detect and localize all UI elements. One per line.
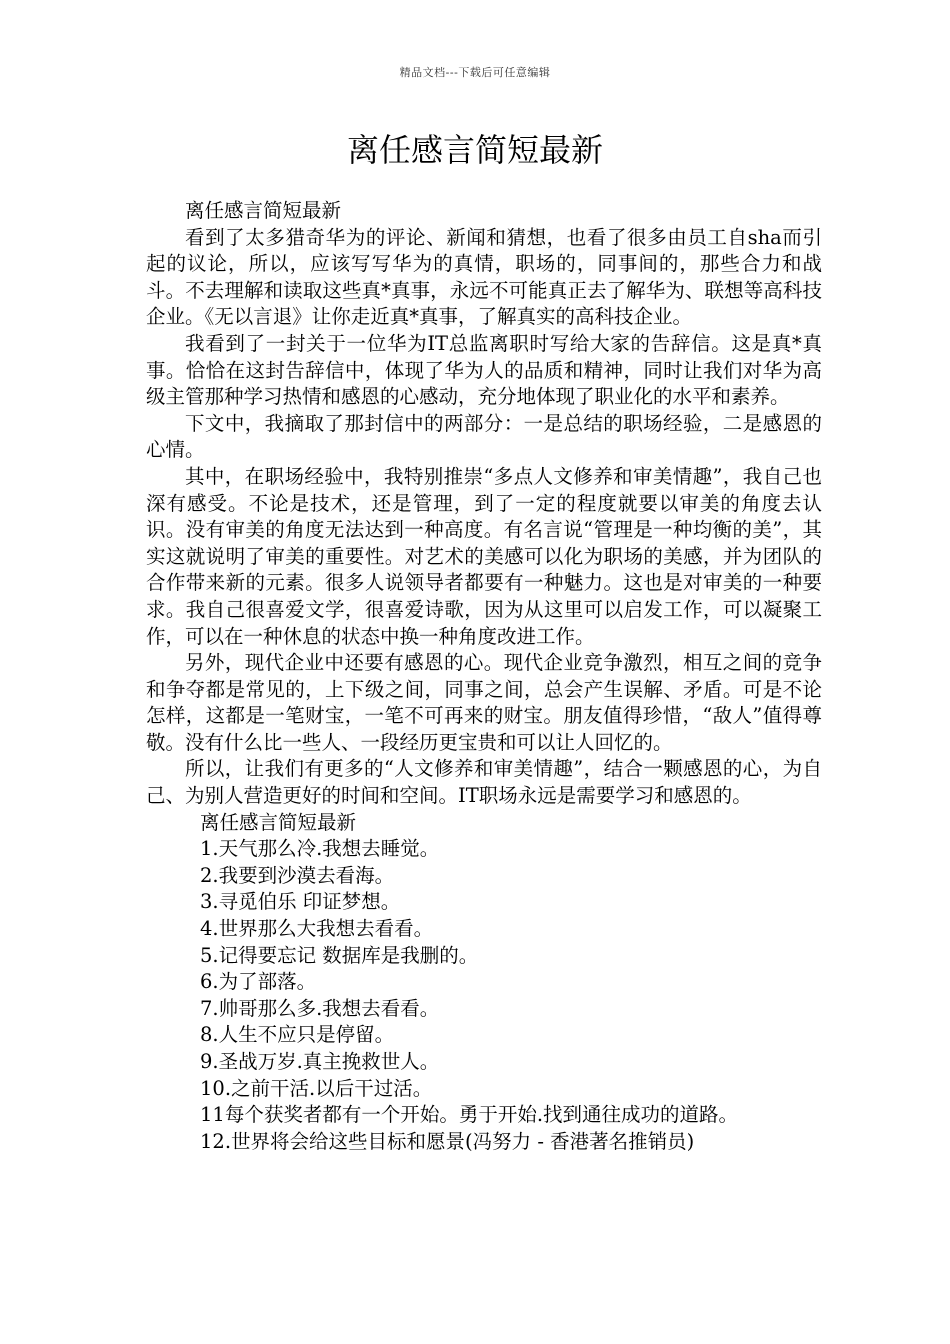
document-title: 离任感言简短最新 bbox=[346, 131, 603, 169]
list-heading: 离任感言简短最新 bbox=[200, 810, 357, 834]
body-paragraph: 其中，在职场经验中，我特别推崇“多点人文修养和审美情趣”，我自己也深有感受。不论是技术，还是管理，到了一定的程度就要以审美的角度去认识。没有审美的角度无法达到一种高度。有名言说“管理是一种均衡的美”，其实这就说明了审美的重要性。对艺术的美感可以化为职场的美感，并为团队的合作带来新的元素。很多人说领导者都要有一种魅力。这也是对审美的一种要求。我自己很喜爱文学，很喜爱诗歌，因为从这里可以启发工作，可以凝聚工作，可以在一种休息的状态中换一种角度改进工作。 bbox=[146, 464, 822, 648]
list-item: 7.帅哥那么多.我想去看看。 bbox=[200, 996, 440, 1020]
list-item: 12.世界将会给这些目标和愿景(冯努力 - 香港著名推销员) bbox=[200, 1129, 695, 1153]
slogan-list bbox=[146, 836, 822, 1155]
list-item: 11每个获奖者都有一个开始。勇于开始.找到通往成功的道路。 bbox=[200, 1103, 739, 1127]
body-paragraph: 所以，让我们有更多的“人文修养和审美情趣”，结合一颗感恩的心，为自己、为别人营造更好的时间和空间。IT职场永远是需要学习和感恩的。 bbox=[146, 757, 822, 808]
list-item: 3.寻觅伯乐 印证梦想。 bbox=[200, 890, 401, 914]
list-item: 2.我要到沙漠去看海。 bbox=[200, 863, 395, 887]
body-paragraph: 另外，现代企业中还要有感恩的心。现代企业竞争激烈，相互之间的竞争和争夺都是常见的，上下级之间，同事之间，总会产生误解、矛盾。可是不论怎样，这都是一笔财宝，一笔不可再来的财宝。朋友值得珍惜，“敌人”值得尊敬。没有什么比一些人、一段经历更宝贵和可以让人回忆的。 bbox=[146, 651, 822, 754]
list-item: 6.为了部落。 bbox=[200, 970, 317, 994]
list-item: 10.之前干活.以后干过活。 bbox=[200, 1076, 433, 1100]
list-item: 8.人生不应只是停留。 bbox=[200, 1023, 395, 1047]
page-header-note: 精品文档---下载后可任意编辑 bbox=[399, 66, 551, 79]
list-item: 1.天气那么冷.我想去睡觉。 bbox=[200, 837, 440, 861]
list-item: 5.记得要忘记 数据库是我删的。 bbox=[200, 943, 479, 967]
body-paragraph: 离任感言简短最新 bbox=[185, 199, 342, 222]
document-body bbox=[146, 198, 822, 1155]
list-item: 4.世界那么大我想去看看。 bbox=[200, 917, 434, 941]
body-paragraph: 我看到了一封关于一位华为IT总监离职时写给大家的告辞信。这是真*真事。恰恰在这封告辞信中，体现了华为人的品质和精神，同时让我们对华为高级主管那种学习热情和感恩的心感动，充分地体现了职业化的水平和素养。 bbox=[146, 331, 822, 409]
list-item: 9.圣战万岁.真主挽救世人。 bbox=[200, 1050, 440, 1073]
body-paragraph: 看到了太多猎奇华为的评论、新闻和猜想，也看了很多由员工自sha而引起的议论，所以，应该写写华为的真情，职场的，同事间的，那些合力和战斗。不去理解和读取这些真*真事，永远不可能真正去了解华为、联想等高科技企业。《无以言退》让你走近真*真事，了解真实的高科技企业。 bbox=[146, 225, 822, 329]
body-paragraph: 下文中，我摘取了那封信中的两部分：一是总结的职场经验，二是感恩的心情。 bbox=[146, 411, 822, 462]
